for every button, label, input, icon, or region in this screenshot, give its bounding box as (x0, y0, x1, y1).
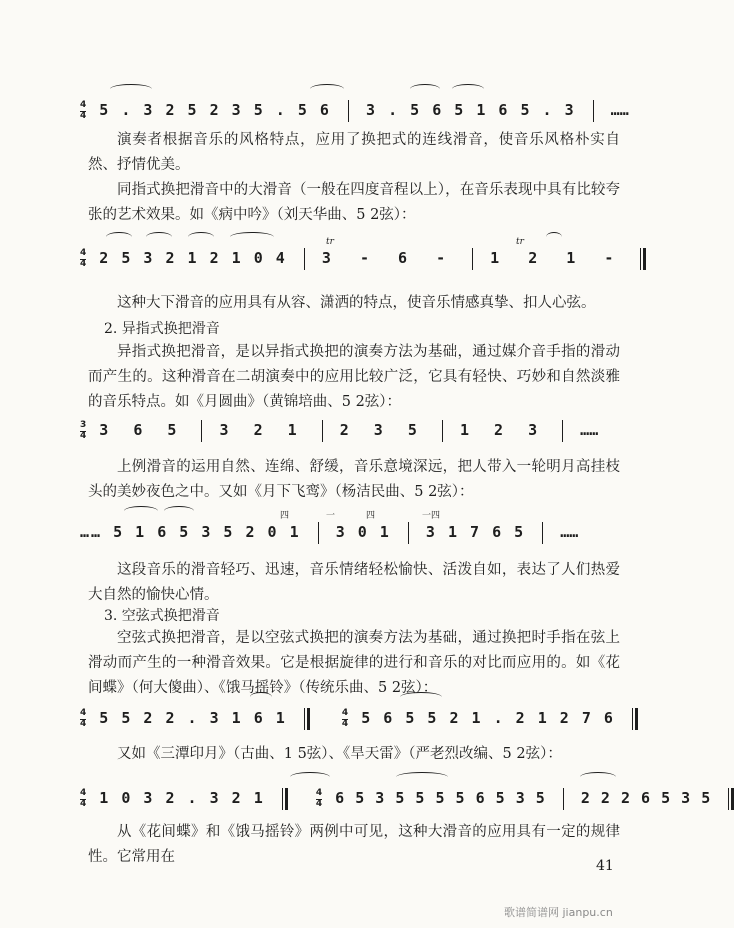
measure: 1 2 3 (459, 421, 546, 439)
paragraph: 从《花间蝶》和《饿马摇铃》两例中可见，这种大滑音的应用具有一定的规律性。它常用在 (88, 824, 620, 865)
measure: 5 . 3 2 5 2 3 5 . 5 6 (99, 101, 331, 119)
barline (542, 522, 543, 544)
measure: 3 2 1 (219, 421, 305, 439)
paragraph: 同指式换把滑音中的大滑音（一般在四度音程以上），在音乐表现中具有比较夸张的艺术效果。如《病中吟》（刘天华曲、5 2弦）： (88, 182, 620, 223)
measure: 3 - 6 - (321, 249, 456, 267)
paragraph: 演奏者根据音乐的风格特点，应用了换把式的连线滑音，使音乐风格朴实自然、抒情优美。 (88, 132, 620, 173)
measure: 1 0 3 2 . 3 2 1 (99, 789, 265, 807)
measure: 1 2 1 - (490, 249, 624, 267)
paragraph: 异指式换把滑音，是以异指式换把的演奏方法为基础，通过媒介音手指的滑动而产生的。这种滑音在二胡演奏中的应用比较广泛，它具有轻快、巧妙和自然淡雅的音乐特点。如《月圆曲》（黄锦培曲、5 2弦）： (88, 344, 620, 410)
final-barline (304, 708, 310, 730)
time-signature: $\frac{4}{4}$ (80, 99, 87, 121)
slur-marks: tr tr (80, 232, 620, 246)
measure: 5 6 5 5 2 1 . 2 1 2 7 6 (361, 709, 615, 727)
barline (593, 100, 594, 122)
time-signature: $\frac{3}{4}$ (80, 419, 87, 441)
slur-marks (80, 692, 620, 706)
measure: 2 3 5 (339, 421, 425, 439)
slur-marks (80, 84, 620, 98)
barline (408, 522, 409, 544)
barline (442, 420, 443, 442)
notation-staff-2 (80, 237, 624, 270)
measure: 3 1 7 6 5 (425, 523, 526, 541)
measure: 5 5 2 2 . 3 1 6 1 (99, 709, 287, 727)
section-heading: 3. 空弦式换把滑音 (104, 608, 220, 624)
section-heading: 2. 异指式换把滑音 (104, 321, 220, 337)
barline (563, 788, 564, 810)
measure: 2 5 3 2 1 2 1 0 4 (99, 249, 287, 267)
page-number: 41 (596, 858, 614, 874)
measure: 3 . 5 6 5 1 6 5 . 3 (366, 101, 576, 119)
final-barline (728, 788, 734, 810)
slur-marks (80, 772, 620, 786)
notation-staff-1 (80, 98, 629, 122)
final-barline (632, 708, 638, 730)
continuation-dots: …… (580, 421, 599, 439)
continuation-dots: …… (610, 101, 629, 119)
watermark: 歌谱简谱网 jianpu.cn (504, 906, 613, 919)
notation-staff-5 (80, 706, 620, 730)
time-signature: $\frac{4}{4}$ (315, 787, 323, 809)
barline (472, 248, 473, 270)
measure: 3 0 1 (335, 523, 391, 541)
paragraph: 又如《三潭印月》（古曲、1 5弦）、《旱天雷》（严老烈改编、5 2弦）： (117, 746, 562, 762)
notation-staff-4 (80, 511, 620, 544)
time-signature: $\frac{4}{4}$ (341, 707, 349, 729)
paragraph: 这段音乐的滑音轻巧、迅速，音乐情绪轻松愉快、活泼自如，表达了人们热爱大自然的愉快心情。 (88, 562, 620, 603)
notation-staff-6 (80, 786, 712, 810)
final-barline (282, 788, 288, 810)
barline (322, 420, 323, 442)
continuation-dots: …… (560, 523, 579, 541)
time-signature: $\frac{4}{4}$ (80, 707, 87, 729)
notation-staff-3 (80, 418, 620, 442)
barline (304, 248, 305, 270)
measure: 3 6 5 (99, 421, 185, 439)
time-signature: $\frac{4}{4}$ (80, 247, 87, 269)
time-signature: $\frac{4}{4}$ (80, 787, 87, 809)
paragraph: 空弦式换把滑音，是以空弦式换把的演奏方法为基础，通过换把时手指在弦上滑动而产生的一种滑音效果。它是根据旋律的进行和音乐的对比而应用的。如《花间蝶》（何大傻曲）、《饿马摇铃》（传统乐曲、5 2弦）： (88, 630, 620, 696)
barline (318, 522, 319, 544)
barline (562, 420, 563, 442)
barline (348, 100, 349, 122)
measure: …… 5 1 6 5 3 5 2 0 1 (80, 523, 301, 541)
measure: 6 5 3 5 5 5 5 6 5 3 5 (335, 789, 546, 807)
paragraph: 这种大下滑音的应用具有从容、潇洒的特点，使音乐情感真挚、扣人心弦。 (117, 295, 596, 311)
barline (201, 420, 202, 442)
paragraph: 上例滑音的运用自然、连绵、舒缓，音乐意境深远，把人带入一轮明月高挂枝头的美妙夜色之中。又如《月下飞鸾》（杨洁民曲、5 2弦）： (88, 459, 620, 500)
final-barline (640, 248, 646, 270)
slur-marks: 四 一 四 一四 (80, 506, 620, 520)
measure: 2 2 2 6 5 3 5 (580, 789, 712, 807)
